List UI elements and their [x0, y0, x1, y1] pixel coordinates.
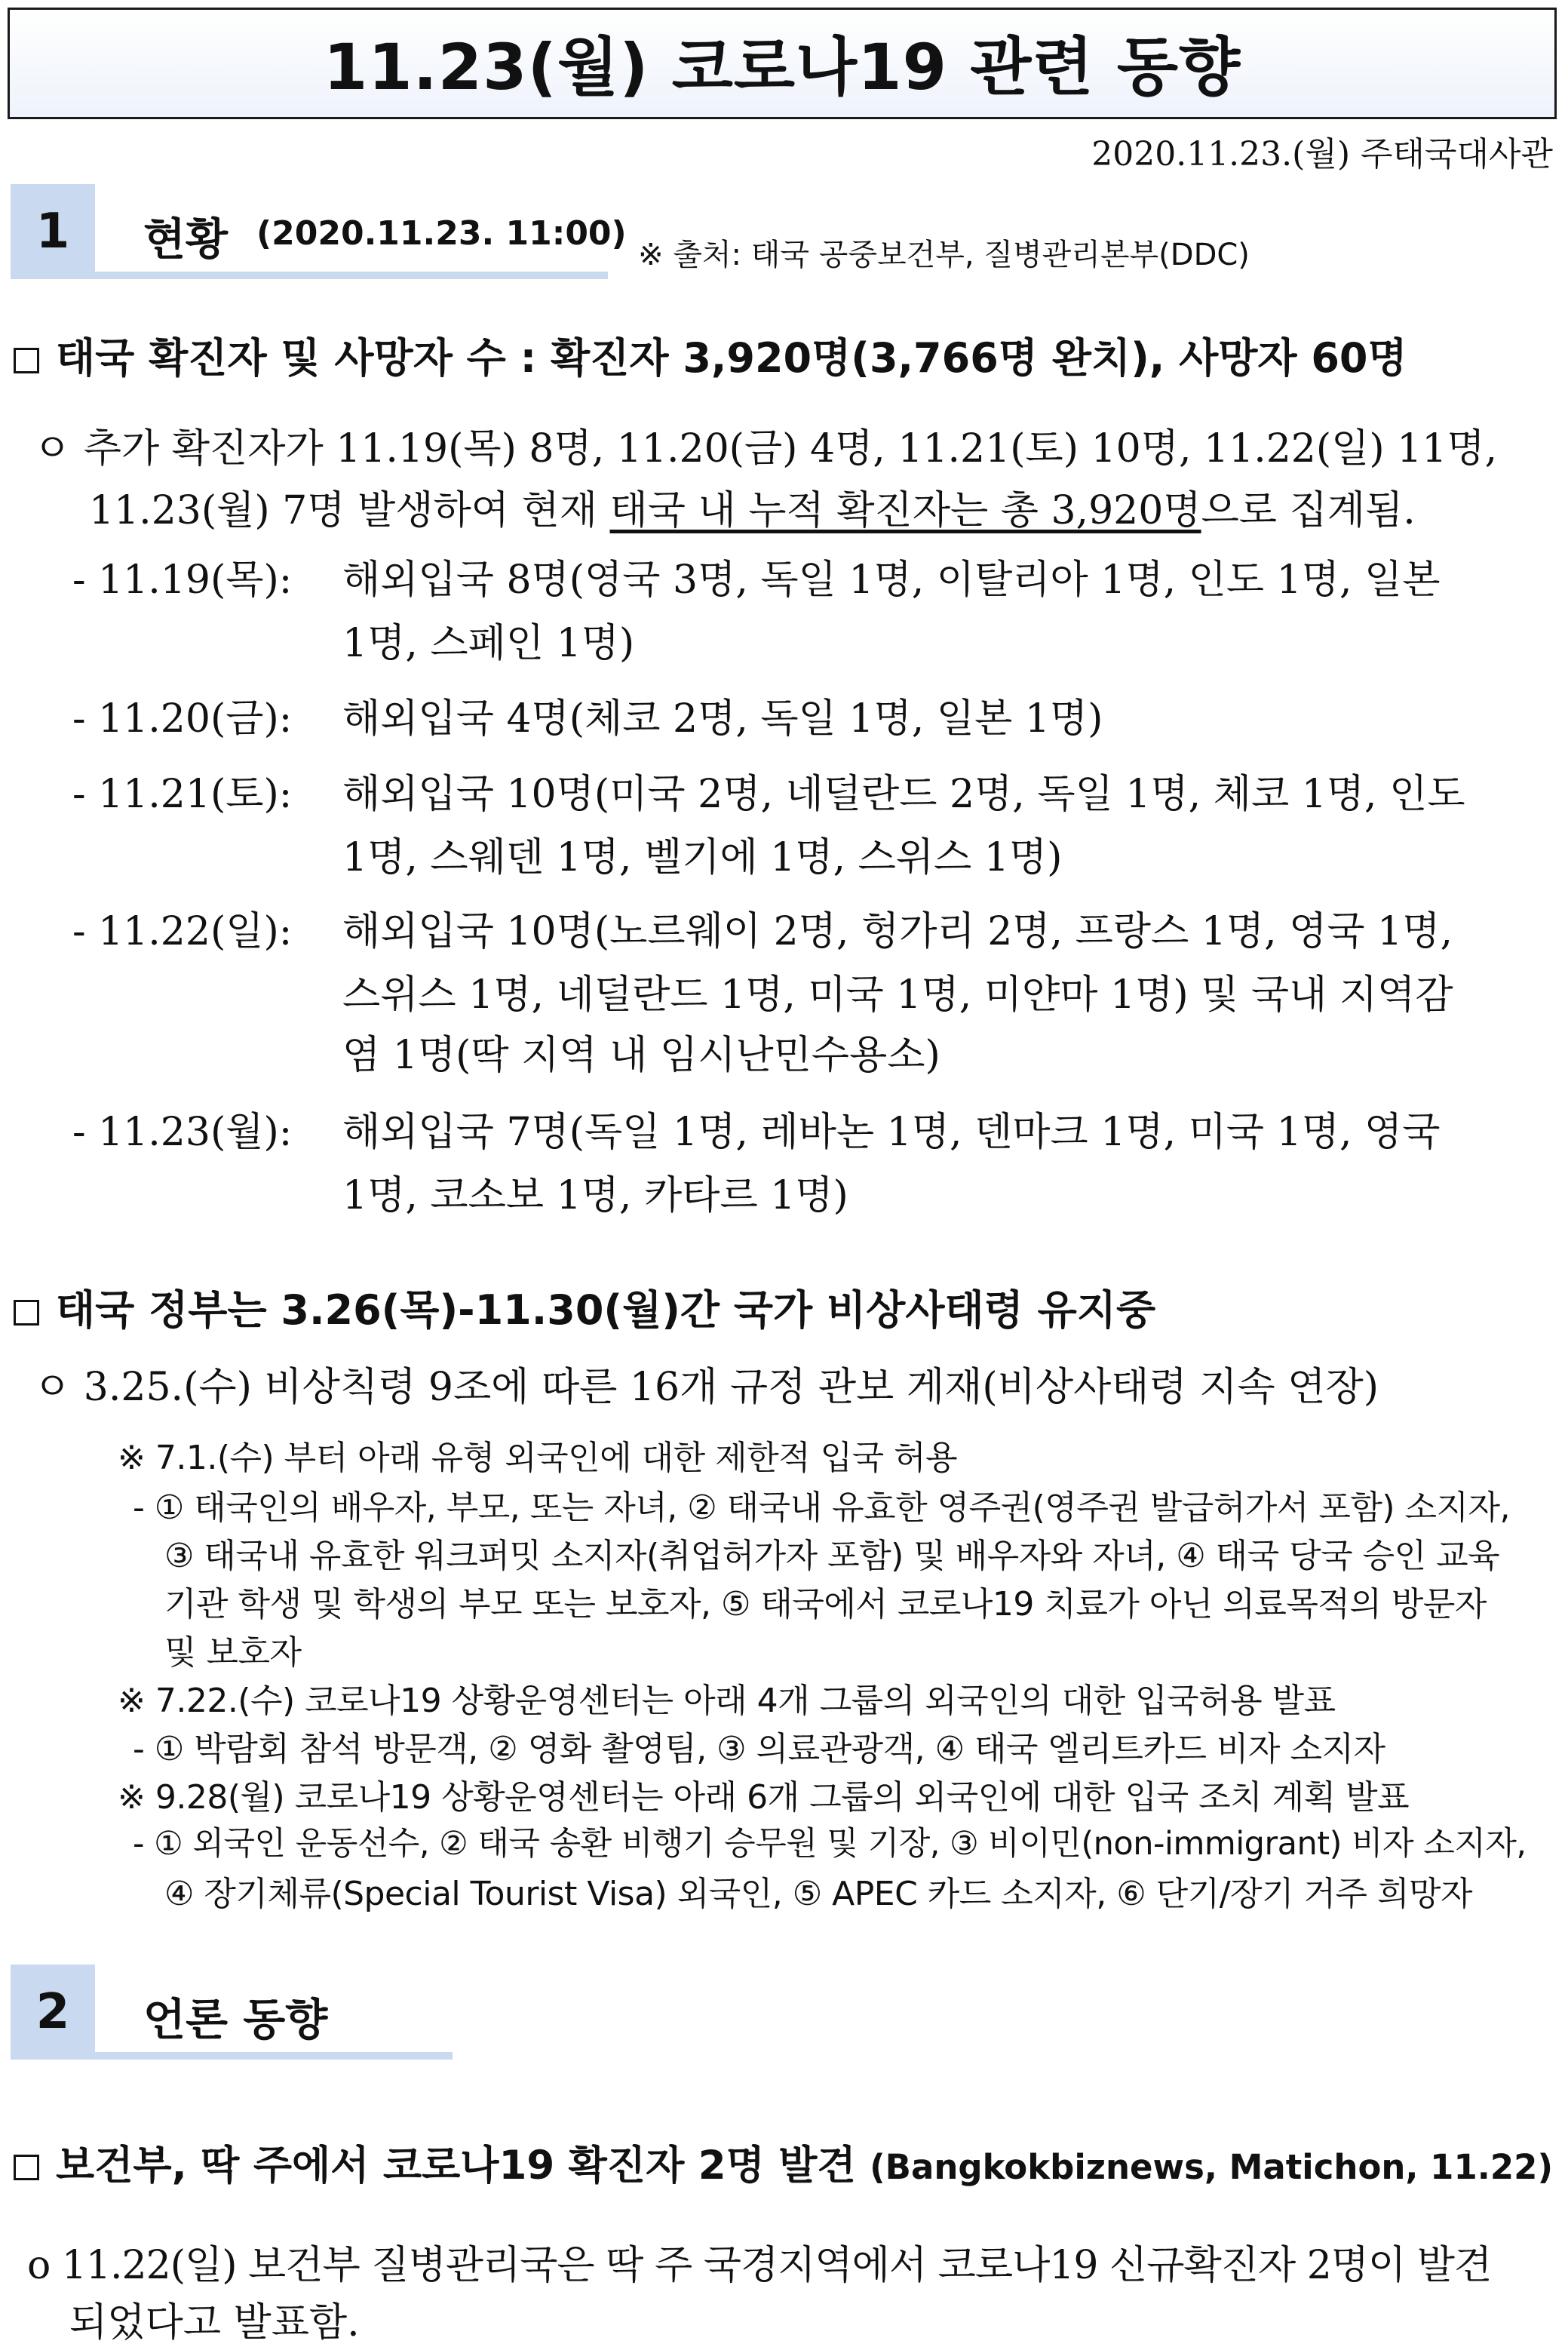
- note-line: ※ 7.1.(수) 부터 아래 유형 외국인에 대한 제한적 입국 허용: [118, 1439, 958, 1477]
- detail-text: 해외입국 4명(체코 2명, 독일 1명, 일본 1명): [342, 696, 1103, 742]
- checkbox-square-icon: [14, 348, 39, 373]
- detail-text: 해외입국 10명(노르웨이 2명, 헝가리 2명, 프랑스 1명, 영국 1명,: [342, 909, 1453, 954]
- section-1-number: 1: [11, 184, 95, 279]
- detail-text: 1명, 코소보 1명, 카타르 1명): [342, 1173, 848, 1218]
- detail-text: 해외입국 7명(독일 1명, 레바논 1명, 덴마크 1명, 미국 1명, 영국: [342, 1110, 1441, 1155]
- detail-date: - 11.19(목):: [72, 558, 293, 603]
- note-line: ③ 태국내 유효한 워크퍼밋 소지자(취업허가자 포함) 및 배우자와 자녀, ④ 태국 당국 승인 교육: [164, 1537, 1500, 1575]
- news-source: (Bangkokbiznews, Matichon, 11.22): [870, 2147, 1554, 2187]
- note-line: ※ 7.22.(수) 코로나19 상황운영센터는 아래 4개 그룹의 외국인의 대한 입국허용 발표: [118, 1682, 1336, 1720]
- checkbox-square-icon: [14, 2155, 39, 2180]
- detail-text: 스위스 1명, 네덜란드 1명, 미국 1명, 미얀마 1명) 및 국내 지역감: [342, 972, 1453, 1018]
- section-2-title: 언론 동향: [143, 1994, 328, 2045]
- paragraph-line: ㅇ 추가 확진자가 11.19(목) 8명, 11.20(금) 4명, 11.21(토) 10명, 11.22(일) 11명,: [33, 426, 1498, 472]
- section-1-underline: [95, 272, 608, 279]
- section-1-title: 현황: [143, 214, 229, 265]
- heading-text: 태국 정부는 3.26(목)-11.30(월)간 국가 비상사태령 유지중: [56, 1286, 1156, 1334]
- detail-text: 1명, 스웨덴 1명, 벨기에 1명, 스위스 1명): [342, 835, 1063, 880]
- heading-confirmed-cases: [14, 326, 1407, 384]
- detail-date: - 11.23(월):: [72, 1110, 293, 1155]
- note-line: 기관 학생 및 학생의 부모 또는 보호자, ⑤ 태국에서 코로나19 치료가 아닌 의료목적의 방문자: [164, 1585, 1487, 1624]
- note-line: ④ 장기체류(Special Tourist Visa) 외국인, ⑤ APEC 카드 소지자, ⑥ 단기/장기 거주 희망자: [164, 1875, 1473, 1913]
- paragraph-line: ㅇ 3.25.(수) 비상칙령 9조에 따른 16개 규정 관보 게재(비상사태령 지속 연장): [33, 1365, 1379, 1410]
- checkbox-square-icon: [14, 1300, 39, 1326]
- note-line: ※ 9.28(월) 코로나19 상황운영센터는 아래 6개 그룹의 외국인에 대한 입국 조치 계획 발표: [118, 1778, 1410, 1817]
- underlined-total: 태국 내 누적 확진자는 총 3,920명: [609, 488, 1201, 533]
- document-date: 2020.11.23.(월) 주태국대사관: [1091, 135, 1553, 174]
- page-title: 11.23(월) 코로나19 관련 동향: [323, 30, 1241, 104]
- heading-emergency-decree: [14, 1278, 1155, 1336]
- source-note: ※ 출처: 태국 공중보건부, 질병관리본부(DDC): [638, 238, 1250, 272]
- paragraph-line: 되었다고 발표함.: [69, 2300, 360, 2345]
- detail-text: 1명, 스페인 1명): [342, 621, 635, 666]
- note-line: - ① 태국인의 배우자, 부모, 또는 자녀, ② 태국내 유효한 영주권(영주권 발급허가서 포함) 소지자,: [133, 1488, 1511, 1527]
- detail-text: 해외입국 10명(미국 2명, 네덜란드 2명, 독일 1명, 체코 1명, 인도: [342, 772, 1465, 817]
- note-line: 및 보호자: [164, 1633, 302, 1672]
- heading-text: 태국 확진자 및 사망자 수 : 확진자 3,920명(3,766명 완치), 사망자 60명: [56, 334, 1407, 382]
- section-2-number: 2: [11, 1965, 95, 2060]
- detail-date: - 11.21(토):: [72, 772, 293, 817]
- detail-date: - 11.22(일):: [72, 909, 293, 954]
- note-line: - ① 외국인 운동선수, ② 태국 송환 비행기 승무원 및 기장, ③ 비이민(non-immigrant) 비자 소지자,: [133, 1825, 1527, 1863]
- detail-text: 해외입국 8명(영국 3명, 독일 1명, 이탈리아 1명, 인도 1명, 일본: [342, 558, 1441, 603]
- detail-text: 염 1명(딱 지역 내 임시난민수용소): [342, 1033, 940, 1078]
- section-1-subtitle: (2020.11.23. 11:00): [256, 214, 627, 253]
- section-2-underline: [95, 2052, 453, 2060]
- paragraph-line: o 11.22(일) 보건부 질병관리국은 딱 주 국경지역에서 코로나19 신규확진자 2명이 발견: [27, 2243, 1492, 2288]
- heading-text: 보건부, 딱 주에서 코로나19 확진자 2명 발견: [56, 2143, 856, 2189]
- paragraph-line: 11.23(월) 7명 발생하여 현재 태국 내 누적 확진자는 총 3,920명으로 집계됨.: [89, 488, 1416, 533]
- note-line: - ① 박람회 참석 방문객, ② 영화 촬영팀, ③ 의료관광객, ④ 태국 엘리트카드 비자 소지자: [133, 1730, 1385, 1768]
- heading-news-item: [14, 2133, 1553, 2191]
- detail-date: - 11.20(금):: [72, 696, 293, 742]
